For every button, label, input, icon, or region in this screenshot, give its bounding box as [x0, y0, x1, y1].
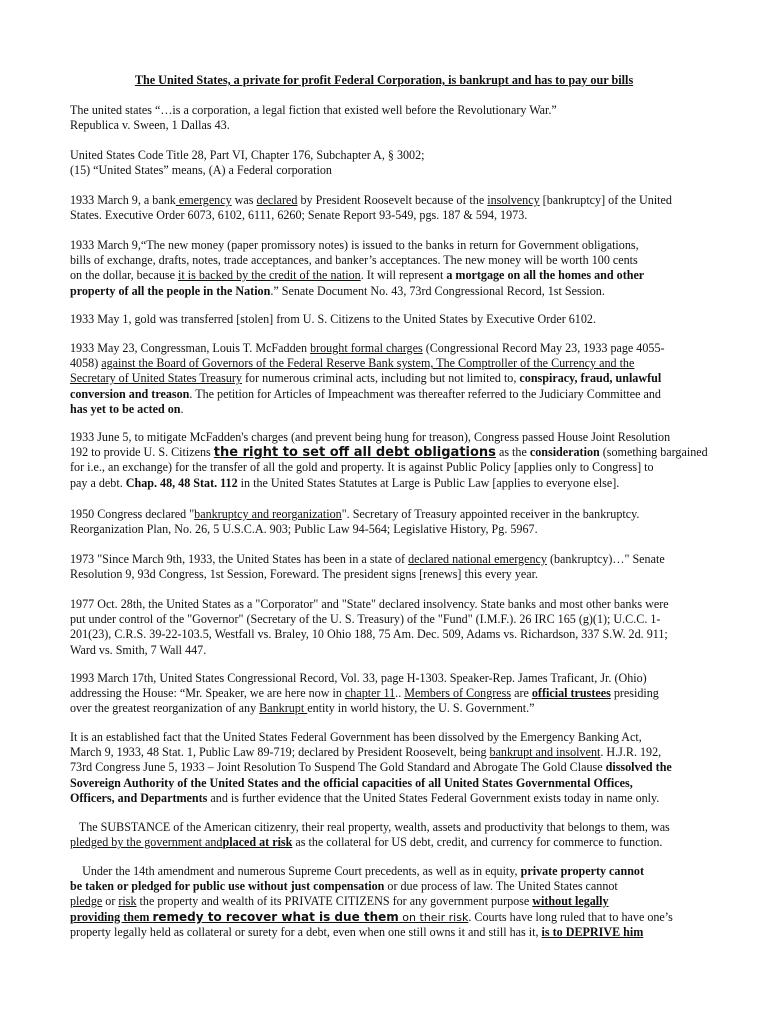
- paragraph-1933-new-money: [70, 238, 698, 299]
- text-line: 1933 June 5, to mitigate McFadden's charges (and prevent being hung for treason), Congress passed House Joint Resolution: [70, 430, 671, 444]
- underlined-text: brought formal charges: [310, 341, 423, 355]
- text-line: United States Code Title 28, Part VI, Chapter 176, Subchapter A, § 3002;: [70, 148, 425, 162]
- text-run: Under the 14th amendment and numerous Supreme Court precedents, as well as in equity,: [70, 864, 521, 878]
- bold-text: a mortgage on all the homes and other: [446, 268, 645, 283]
- paragraph-14th-amendment: [70, 864, 698, 940]
- text-run: (something bargained: [599, 445, 708, 460]
- paragraph-substance-citizenry: [70, 820, 698, 850]
- underlined-text: chapter 11: [344, 686, 396, 701]
- text-run: 1933 March 9, a bank: [70, 193, 176, 207]
- paragraph-mcfadden-charges: [70, 341, 698, 417]
- text-run: as the collateral for US debt, credit, and currency for commerce to function.: [292, 835, 663, 850]
- paragraph-1993-traficant: [70, 671, 698, 717]
- text-line: [70, 686, 698, 701]
- bold-text: Chap. 48, 48 Stat. 112: [125, 475, 238, 490]
- text-line: [70, 552, 698, 567]
- text-line: The SUBSTANCE of the American citizenry, their real property, wealth, assets and productivity that belongs to them, was: [70, 820, 670, 834]
- text-run: ..: [395, 686, 405, 701]
- underlined-text: Bankrupt: [259, 701, 308, 716]
- underlined-text: on their risk: [398, 910, 469, 924]
- bold-text: property of all the people in the Nation: [70, 283, 271, 298]
- text-run: or due process of law. The United States cannot: [384, 879, 618, 894]
- paragraph-1933-emergency: [70, 193, 698, 223]
- text-run: entity in world history, the U. S. Government.”: [307, 701, 535, 716]
- text-run: 1950 Congress declared ": [70, 507, 195, 521]
- text-line: put under control of the "Governor" (Secretary of the U. S. Treasury) of the "Fund" (I.M.F.). 26 IRC 165 (g)(1); U.C.C. 1-: [70, 612, 661, 627]
- text-line: [70, 701, 698, 716]
- underlined-text: bankruptcy and reorganization: [194, 507, 342, 521]
- text-run: (Congressional Record May 23, 1933 page 4055-: [422, 341, 665, 355]
- text-run: property legally held as collateral or surety for a debt, even when one still owns it and still has it,: [70, 924, 542, 939]
- bold-underlined-text: the right to set off all debt obligations: [213, 445, 496, 461]
- bold-text: Officers, and Departments: [70, 790, 208, 805]
- text-run: as the: [495, 445, 530, 460]
- text-run: on the dollar, because: [70, 268, 178, 283]
- text-run: .: [180, 401, 184, 416]
- paragraph-1950-bankruptcy: [70, 507, 698, 537]
- text-line: bills of exchange, drafts, notes, trade acceptances, and banker’s acceptances. The new money will be worth 100 cents: [70, 253, 638, 268]
- text-run: pay a debt.: [70, 475, 126, 490]
- text-line: [70, 760, 698, 775]
- text-line: States. Executive Order 6073, 6102, 6111, 6260; Senate Report 93-549, pgs. 187 & 594, 1973.: [70, 208, 528, 223]
- paragraph-usc-title-28: [70, 148, 698, 178]
- text-line: [70, 791, 698, 806]
- text-run: in the United States Statutes at Large is Public Law [applies to everyone else].: [237, 475, 620, 490]
- bold-text: private property cannot: [520, 864, 644, 878]
- text-line: [70, 356, 698, 371]
- underlined-text: declared national emergency: [408, 552, 547, 566]
- text-run: 4058): [70, 356, 102, 371]
- text-run: the property and wealth of its PRIVATE CITIZENS for any government purpose: [136, 894, 533, 909]
- text-line: [70, 745, 698, 760]
- text-line: [70, 864, 698, 879]
- text-run: 1973 "Since March 9th, 1933, the United States has been in a state of: [70, 552, 409, 566]
- bold-text: conversion and treason: [70, 386, 190, 401]
- document-title: The United States, a private for profit Federal Corporation, is bankrupt and has to pay our bills: [134, 73, 634, 87]
- text-line: [70, 445, 708, 461]
- text-line: 1993 March 17th, United States Congressional Record, Vol. 33, page H-1303. Speaker-Rep. James Traficant, Jr. (Ohio): [70, 671, 647, 685]
- text-run: [bankruptcy] of the United: [539, 193, 672, 207]
- bold-text: be taken or pledged for public use without just compensation: [70, 879, 385, 894]
- bold-text: dissolved the: [605, 760, 672, 775]
- paragraph-1933-gold-transfer: [70, 312, 698, 327]
- underlined-text: Members of Congress: [404, 686, 512, 701]
- bold-text: consideration: [529, 445, 600, 460]
- underlined-text: bankrupt and insolvent: [489, 745, 601, 760]
- text-line: [70, 476, 698, 491]
- paragraph-dissolved-government: [70, 730, 698, 806]
- text-line: [70, 193, 698, 208]
- bold-underlined-text: official trustees: [531, 686, 611, 701]
- text-run: . Courts have long ruled that to have one’s: [468, 909, 673, 924]
- underlined-text: pledge: [70, 894, 103, 909]
- text-line: It is an established fact that the United States Federal Government has been dissolved by the Emergency Banking Act,: [70, 730, 642, 744]
- text-run: presiding: [610, 686, 659, 701]
- text-run: . H.J.R. 192,: [600, 745, 662, 760]
- text-line: for i.e., an exchange) for the transfer of all the gold and property. It is against Public Policy [applies only to Congress] to: [70, 460, 654, 475]
- bold-underlined-text: providing them: [70, 909, 153, 924]
- paragraph-hjr-192: [70, 430, 708, 491]
- text-run: or: [102, 894, 119, 909]
- underlined-text: risk: [118, 894, 137, 909]
- text-line: [70, 507, 698, 522]
- text-line: [70, 284, 698, 299]
- bold-underlined-text: without legally: [532, 894, 609, 909]
- text-run: for numerous criminal acts, including but not limited to,: [241, 371, 520, 386]
- bold-text: conspiracy, fraud, unlawful: [519, 371, 662, 386]
- text-run: addressing the House: “Mr. Speaker, we are here now in: [70, 686, 345, 701]
- text-line: [70, 925, 698, 940]
- text-line: [70, 879, 698, 894]
- text-line: [70, 387, 698, 402]
- bold-underlined-text: placed at risk: [222, 835, 293, 850]
- text-run: ". Secretary of Treasury appointed receiver in the bankruptcy.: [341, 507, 640, 521]
- bold-text: has yet to be acted on: [70, 401, 181, 416]
- text-run: 192 to provide U. S. Citizens: [70, 445, 214, 460]
- text-line: 1933 May 1, gold was transferred [stolen] from U. S. Citizens to the United States by Executive Order 6102.: [70, 312, 596, 326]
- underlined-text: against the Board of Governors of the Federal Reserve Bank system, The Comptroller of the Currency and the: [101, 356, 635, 371]
- underlined-text: insolvency: [487, 193, 540, 207]
- bold-underlined-text: is to DEPRIVE him: [541, 924, 644, 939]
- text-run: . It will represent: [360, 268, 447, 283]
- text-run: March 9, 1933, 48 Stat. 1, Public Law 89-719; declared by President Roosevelt, being: [70, 745, 490, 760]
- text-run: . The petition for Articles of Impeachment was thereafter referred to the Judiciary Committee and: [189, 386, 661, 401]
- text-line: Ward vs. Smith, 7 Wall 447.: [70, 642, 207, 657]
- text-run: 73rd Congress June 5, 1933 – Joint Resolution To Suspend The Gold Standard and Abrogate The Gold Clause: [70, 760, 606, 775]
- underlined-text: pledged by the government and: [70, 835, 223, 850]
- underlined-text: declared: [256, 193, 298, 207]
- paragraph-1977-insolvency: [70, 597, 698, 658]
- text-run: .” Senate Document No. 43, 73rd Congressional Record, 1st Session.: [270, 283, 605, 298]
- text-line: Sovereign Authority of the United States and the official capacities of all United States Governmental Offices,: [70, 775, 633, 790]
- text-line: Republica v. Sween, 1 Dallas 43.: [70, 118, 230, 133]
- underlined-text: Secretary of United States Treasury: [70, 371, 242, 386]
- text-run: and is further evidence that the United States Federal Government exists today in name only.: [207, 790, 660, 805]
- text-run: (bankruptcy)…" Senate: [546, 552, 665, 566]
- text-line: [70, 341, 698, 356]
- text-run: 1933 May 23, Congressman, Louis T. McFadden: [70, 341, 311, 355]
- text-line: 1977 Oct. 28th, the United States as a "Corporator" and "State" declared insolvency. State banks and most other banks were: [70, 597, 669, 611]
- text-line: 1933 March 9,“The new money (paper promissory notes) is issued to the banks in return for Government obligations,: [70, 238, 639, 252]
- paragraph-corporation-quote: [70, 103, 698, 133]
- text-line: 201(23), C.R.S. 39-22-103.5, Westfall vs. Braley, 10 Ohio 188, 75 Am. Dec. 509, Adams vs. Richardson, 337 S.W. 2d. 911;: [70, 627, 668, 642]
- text-line: Reorganization Plan, No. 26, 5 U.S.C.A. 903; Public Law 94-564; Legislative History, Pg. 5967.: [70, 522, 538, 537]
- paragraph-1973-emergency: [70, 552, 698, 582]
- text-line: [70, 268, 698, 283]
- text-line: [70, 835, 698, 850]
- underlined-text: emergency: [175, 193, 232, 207]
- text-run: are: [511, 686, 532, 701]
- text-run: was: [231, 193, 257, 207]
- bold-underlined-text: remedy to recover what is due them: [152, 909, 399, 924]
- text-line: Resolution 9, 93d Congress, 1st Session, Foreward. The president signs [renews] this every year.: [70, 567, 539, 582]
- underlined-text: it is backed by the credit of the nation: [177, 268, 361, 283]
- text-run: over the greatest reorganization of any: [70, 701, 260, 716]
- text-run: by President Roosevelt because of the: [297, 193, 488, 207]
- text-line: [70, 371, 698, 386]
- text-line: The united states “…is a corporation, a legal fiction that existed well before the Revolutionary War.”: [70, 103, 557, 117]
- text-line: [70, 894, 698, 909]
- text-line: [70, 910, 698, 925]
- text-line: (15) “United States” means, (A) a Federal corporation: [70, 163, 332, 178]
- text-line: [70, 402, 698, 417]
